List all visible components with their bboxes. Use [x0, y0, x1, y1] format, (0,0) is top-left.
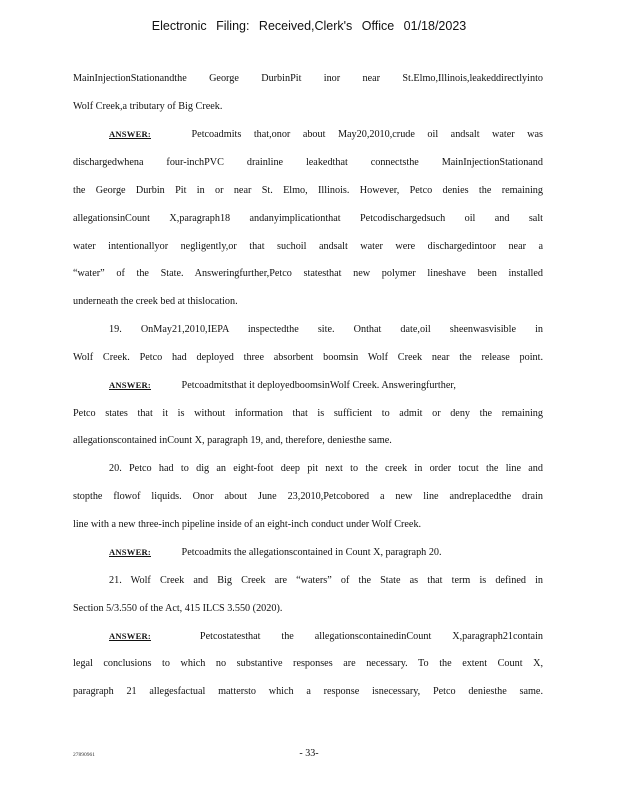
answer-line — [109, 380, 456, 391]
page-number: - 33- — [299, 748, 319, 759]
body-line: Wolf Creek,a tributary of Big Creek. — [73, 101, 223, 112]
answer-line — [109, 631, 543, 642]
answer-text: Petcoadmits that,onor about May20,2010,crude oil andsalt water was — [191, 129, 544, 140]
paragraph-21-line: 21. Wolf Creek and Big Creek are “waters” of the State as that term is defined in — [109, 575, 543, 586]
answer-text: Petcostatesthat the allegationscontainedinCount X,paragraph21contain — [199, 631, 544, 642]
answer-label: ANSWER: — [109, 129, 151, 139]
body-line: paragraph 21 allegesfactual mattersto which a response isnecessary, Petco deniesthe same. — [73, 686, 543, 697]
answer-line — [109, 547, 442, 558]
body-line: Petco states that it is without information that is sufficient to admit or deny the remaining — [73, 408, 543, 419]
answer-label: ANSWER: — [109, 631, 151, 641]
body-line: underneath the creek bed at thislocation. — [73, 296, 238, 307]
filing-stamp-header: Electronic Filing: Received,Clerk's Office 01/18/2023 — [151, 19, 467, 33]
body-line: the George Durbin Pit in or near St. Elmo, Illinois. However, Petco denies the remaining — [73, 185, 543, 196]
paragraph-20-line: 20. Petco had to dig an eight-foot deep pit next to the creek in order tocut the line and — [109, 463, 543, 474]
body-line: Wolf Creek. Petco had deployed three absorbent boomsin Wolf Creek near the release point. — [73, 352, 543, 363]
body-line: allegationscontained inCount X, paragraph 19, and, therefore, deniesthe same. — [73, 435, 392, 446]
body-line: line with a new three-inch pipeline inside of an eight-inch conduct under Wolf Creek. — [73, 519, 422, 530]
body-line: dischargedwhena four-inchPVC drainline leakedthat connectsthe MainInjectionStationand — [73, 157, 543, 168]
answer-label: ANSWER: — [109, 380, 151, 390]
body-line: water intentionallyor negligently,or that suchoil andsalt water were dischargedintoor near a — [73, 241, 543, 252]
body-line: “water” of the State. Answeringfurther,Petco statesthat new polymer lineshave been installed — [73, 268, 543, 279]
answer-label: ANSWER: — [109, 547, 151, 557]
answer-text: Petcoadmitsthat it deployedboomsinWolf Creek. Answeringfurther, — [181, 380, 456, 391]
document-id: 27890961 — [73, 752, 95, 758]
body-line: legal conclusions to which no substantive responses are necessary. To the extent Count X, — [73, 658, 543, 669]
body-line: allegationsinCount X,paragraph18 andanyimplicationthat Petcodischargedsuch oil and salt — [73, 213, 543, 224]
paragraph-19-line: 19. OnMay21,2010,IEPA inspectedthe site. Onthat date,oil sheenwasvisible in — [109, 324, 543, 335]
body-line: MainInjectionStationandthe George DurbinPit inor near St.Elmo,Illinois,leakeddirectlyinto — [73, 73, 543, 84]
answer-line — [109, 129, 543, 140]
body-line: stopthe flowof liquids. Onor about June 23,2010,Petcobored a new line andreplacedthe drain — [73, 491, 543, 502]
body-line: Section 5/3.550 of the Act, 415 ILCS 3.550 (2020). — [73, 603, 283, 614]
answer-text: Petcoadmits the allegationscontained in Count X, paragraph 20. — [181, 547, 442, 558]
